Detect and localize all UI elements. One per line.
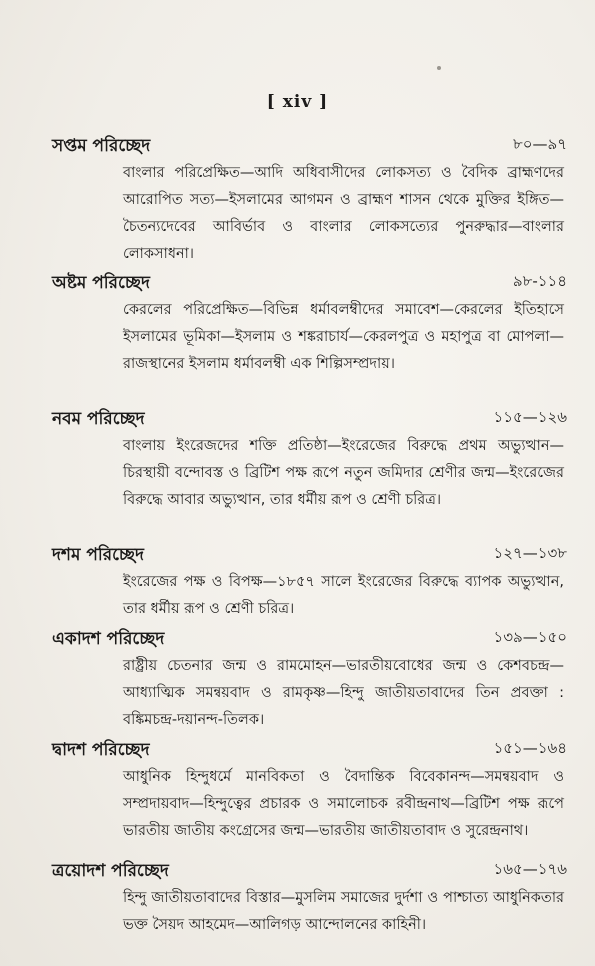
chapter-title: নবম পরিচ্ছেদ: [52, 409, 145, 429]
chapter-page-range: ১৫১—১৬৪: [493, 739, 567, 757]
chapter-page-range: ১১৫—১২৬: [493, 408, 567, 426]
page-number: [ xiv ]: [266, 92, 329, 112]
chapter-summary: বাংলার পরিপ্রেক্ষিত—আদি অধিবাসীদের লোকসত্য ও বৈদিক ব্রাহ্মণদের আরোপিত সত্য—ইসলামের আগমন ও ব্রাহ্মণ শাসন থেকে মুক্তির ইঙ্গিত—চৈতন্যদেবের আবির্ভাব ও বাংলার লোকসত্যের পুনরুদ্ধার—বাংলার লোকসাধনা।: [123, 165, 564, 262]
chapter-page-range: ১৬৫—১৭৬: [493, 860, 567, 878]
chapter-page-range: ১৩৯—১৫০: [493, 628, 567, 646]
chapter-summary: কেরলের পরিপ্রেক্ষিত—বিভিন্ন ধর্মাবলম্বীদের সমাবেশ—কেরলের ইতিহাসে ইসলামের ভূমিকা—ইসলাম ও শঙ্করাচার্য—কেরলপুত্র ও মহাপুত্র বা মোপলা—রাজস্থানের ইসলাম ধর্মাবলম্বী এক শিল্পিসম্প্রদায়।: [123, 302, 564, 372]
chapter-title: ত্রয়োদশ পরিচ্ছেদ: [52, 861, 169, 881]
chapter-summary: হিন্দু জাতীয়তাবাদের বিস্তার—মুসলিম সমাজের দুর্দশা ও পাশ্চাত্য আধুনিকতার ভক্ত সৈয়দ আহমেদ—আলিগড় আন্দোলনের কাহিনী।: [123, 890, 564, 933]
chapter-page-range: ১২৭—১৩৮: [493, 544, 567, 562]
chapter-page-range: ৯৮-১১৪: [512, 272, 567, 290]
chapter-title: অষ্টম পরিচ্ছেদ: [52, 273, 150, 293]
chapter-title: দশম পরিচ্ছেদ: [52, 545, 144, 565]
chapter-summary: ইংরেজের পক্ষ ও বিপক্ষ—১৮৫৭ সালে ইংরেজের বিরুদ্ধে ব্যাপক অভ্যুত্থান, তার ধর্মীয় রূপ ও শ্রেণী চরিত্র।: [123, 574, 564, 617]
paper-speck: [437, 66, 441, 70]
chapter-title: সপ্তম পরিচ্ছেদ: [52, 136, 151, 156]
chapter-title: দ্বাদশ পরিচ্ছেদ: [52, 740, 150, 760]
chapter-summary: বাংলায় ইংরেজদের শক্তি প্রতিষ্ঠা—ইংরেজের বিরুদ্ধে প্রথম অভ্যুত্থান—চিরস্থায়ী বন্দোবস্ত ও ব্রিটিশ পক্ষ রূপে নতুন জমিদার শ্রেণীর জন্ম—ইংরেজের বিরুদ্ধে আবার অভ্যুত্থান, তার ধর্মীয় রূপ ও শ্রেণী চরিত্র।: [123, 438, 564, 508]
chapter-title: একাদশ পরিচ্ছেদ: [52, 629, 165, 649]
chapter-summary: রাষ্ট্রীয় চেতনার জন্ম ও রামমোহন—ভারতীয়বোধের জন্ম ও কেশবচন্দ্র—আধ্যাত্মিক সমন্বয়বাদ ও রামকৃষ্ণ—হিন্দু জাতীয়তাবাদের তিন প্রবক্তা : বঙ্কিমচন্দ্র-দয়ানন্দ-তিলক।: [123, 658, 564, 728]
chapter-page-range: ৮০—৯৭: [513, 135, 567, 153]
chapter-summary: আধুনিক হিন্দুধর্মে মানবিকতা ও বৈদান্তিক বিবেকানন্দ—সমন্বয়বাদ ও সম্প্রদায়বাদ—হিন্দুত্বের প্রচারক ও সমালোচক রবীন্দ্রনাথ—ব্রিটিশ পক্ষ রূপে ভারতীয় জাতীয় কংগ্রেসের জন্ম—ভারতীয় জাতীয়তাবাদ ও সুরেন্দ্রনাথ।: [123, 769, 564, 839]
